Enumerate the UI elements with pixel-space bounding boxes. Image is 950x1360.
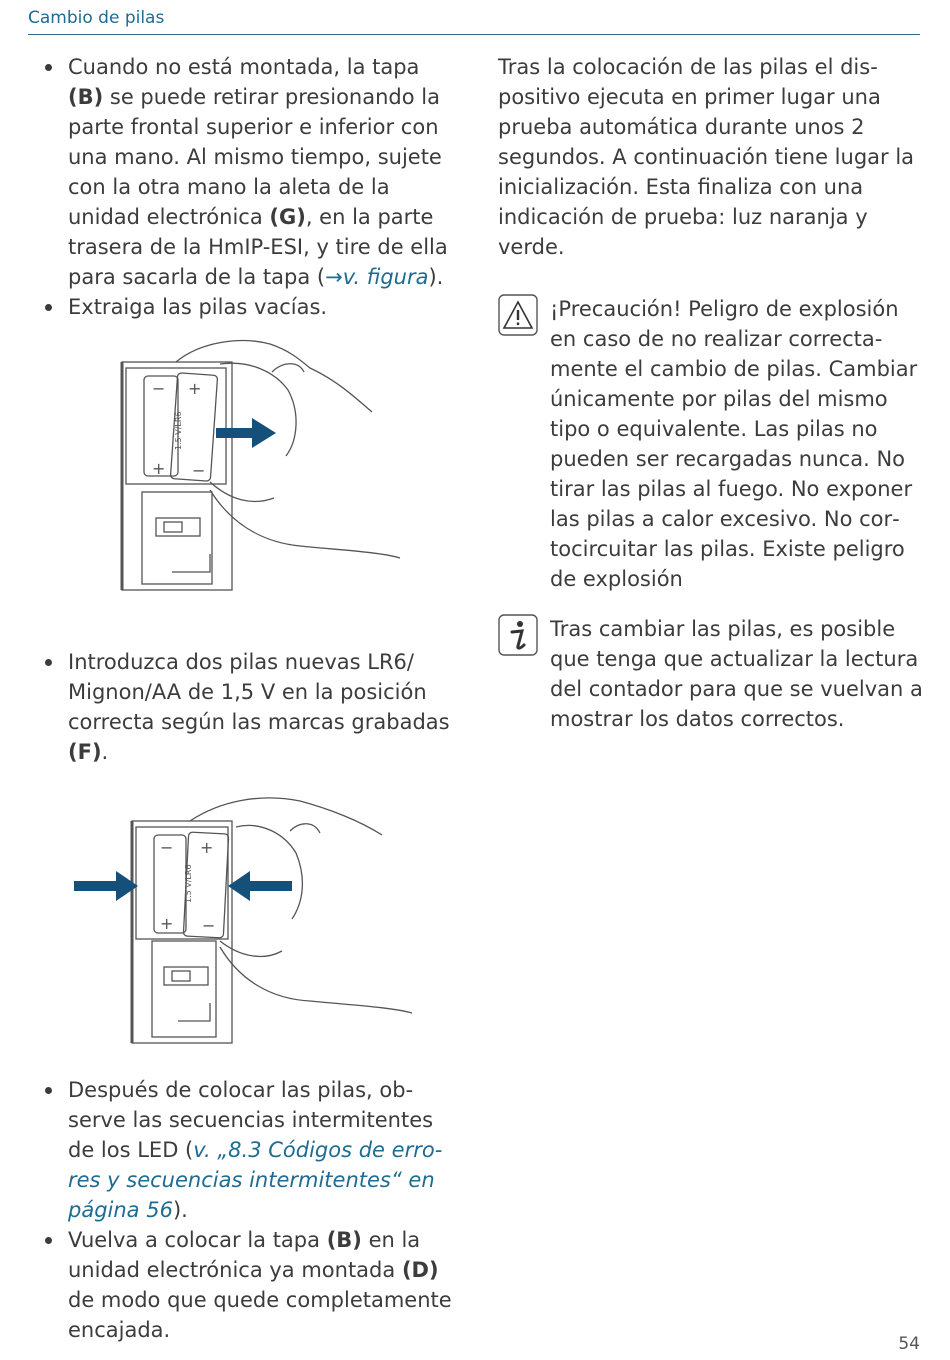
list-item: Después de colocar las pilas, observe las secuencias intermitentes de los LED (v. „8.3 Códigos de errores y secuencias intermitentes“ en página 56). [40,1075,460,1225]
warning-note [498,294,928,594]
info-text: Tras cambiar las pilas, es posible que tenga que actualizar la lectura del contador para que se vuelvan a mostrar los datos correctos. [550,617,923,731]
svg-text:+: + [152,459,166,478]
intro-paragraph: Tras la colocación de las pilas el dispositivo ejecuta en primer lugar una prueba automática durante unos 2 segundos. A continuación tiene lugar la inicialización. Esta finaliza con una indicación de prueba: luz naranja y verde. [498,55,915,259]
battery-label: 1.5 V/LR6 [184,864,193,903]
figure-link[interactable]: →v. figura [325,265,429,289]
arrow-right-icon [74,871,138,901]
warning-text: ¡Precaución! Peligro de explosión en caso de no realizar correctamente el cambio de pilas. Cambiar únicamente por pilas del mismo tipo o equivalente. Las pilas no pueden ser recargadas nunca. No tirar las pilas al fuego. No exponer las pilas a calor excesivo. No cortocircuitar las pilas. Existe peligro de explosión [550,297,918,591]
svg-text:−: − [192,461,206,480]
right-column [498,52,928,734]
svg-text:−: − [152,379,166,398]
svg-text:+: + [188,379,202,398]
list-item: Introduzca dos pilas nuevas LR6/ Mignon/AA de 1,5 V en la posición correcta según las marcas grabadas (F). [40,647,460,767]
arrow-right-icon [216,418,276,448]
info-icon [498,614,538,656]
section-link[interactable]: v. „8.3 Códigos de errores y secuencias intermitentes“ en página 56 [68,1138,443,1222]
list-item: Extraiga las pilas vacías. [40,292,460,322]
device-housing [132,821,232,1043]
section-title: Cambio de pilas [28,8,165,28]
instruction-list-3 [40,1075,460,1345]
battery-insertion-figure [60,791,440,1061]
list-item: Vuelva a colocar la tapa (B) en la unidad electrónica ya montada (D) de modo que quede completamente encajada. [40,1225,460,1345]
device-housing [122,362,232,590]
page-number: 54 [898,1334,920,1354]
arrow-left-icon [228,871,292,901]
svg-text:−: − [160,838,174,857]
battery-label: 1.5 V/LR6 [174,411,183,450]
svg-text:−: − [202,916,216,935]
svg-text:+: + [160,914,174,933]
svg-text:+: + [200,838,214,857]
warning-icon [498,294,538,336]
instruction-list-2 [40,647,460,767]
instruction-list-1 [40,52,460,322]
info-note [498,614,928,734]
section-header [28,8,920,35]
left-column [40,52,460,1345]
battery-removal-figure [60,332,440,627]
list-item: Cuando no está montada, la tapa (B) se puede retirar presionando la parte frontal superior e inferior con una mano. Al mismo tiempo, sujete con la otra mano la aleta de la unidad electrónica (G), en la parte trasera de la HmIP-ESI, y tire de ella para sacarla de la tapa (→v. figura). [40,52,460,292]
